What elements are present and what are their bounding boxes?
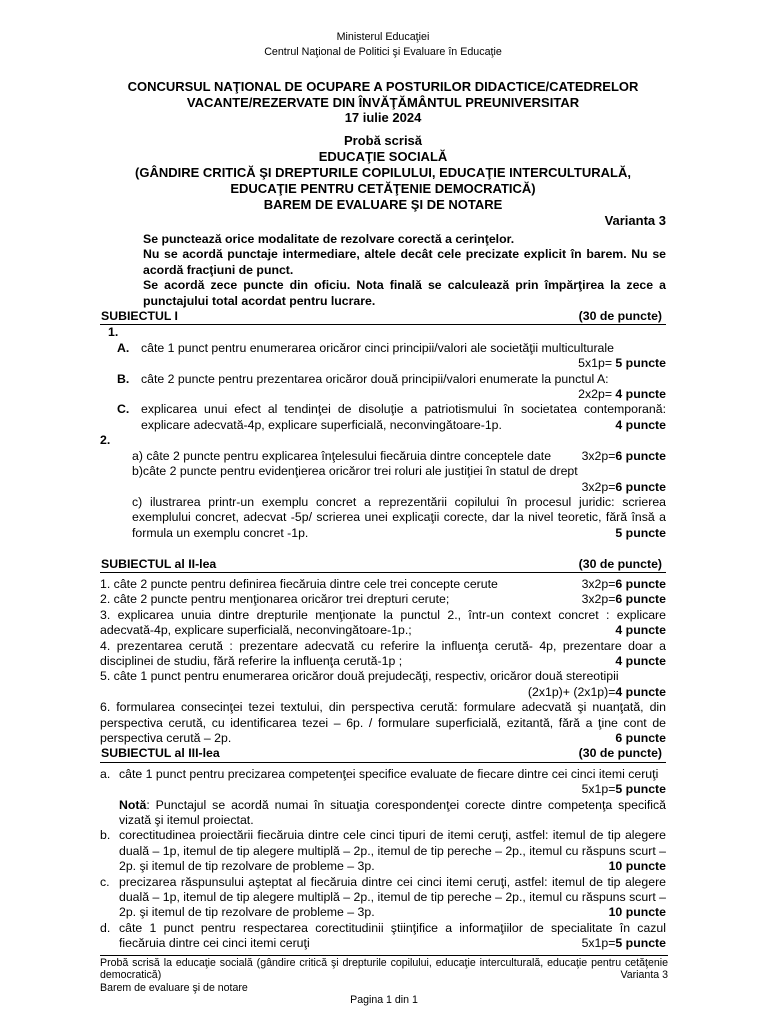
scoring-item [100, 828, 666, 874]
scoring-item [132, 449, 666, 464]
scoring-item [100, 767, 666, 829]
note-label: Notă [119, 797, 147, 812]
item-marker: B. [117, 371, 130, 386]
exam-type: Probă scrisă [343, 133, 423, 148]
item-text-block [119, 921, 666, 952]
subject-points: (30 de puncte) [578, 309, 662, 324]
item-marker: d. [100, 920, 111, 935]
points-formula: (2x1p)+ (2x1p)= [527, 684, 616, 699]
item-text: 4. prezentarea cerută : prezentare adecvată cu referire la influenţa cerută- 4p, prezentare doar a disciplinei de studiu, fără referire la influenţa cerută-1p ; [100, 638, 666, 668]
points-formula: 3x2p= [581, 592, 616, 607]
item-points [605, 623, 666, 638]
item-text: precizarea răspunsului aşteptat al fiecăruia dintre cei cinci itemi ceruţi, astfel: itemul de tip alegere duală – 1p, itemul de tip alegere multiplă – 2p., itemul de tip pereche – 2p., itemul cu răspuns scurt – 2p. şi itemul de tip rezolvare de probleme – 3p. [119, 874, 666, 920]
points-formula: 3x2p= [581, 576, 616, 591]
item-points [605, 418, 666, 433]
item-text: câte 1 punct pentru enumerarea oricăror cinci principii/valori ale societăţii multiculturale [141, 340, 614, 355]
item-points [572, 480, 666, 495]
item-text-block [141, 372, 666, 403]
document-type: BAREM DE EVALUARE ŞI DE NOTARE [263, 197, 503, 212]
item-text-block [119, 875, 666, 921]
item-text: a) câte 2 puncte pentru explicarea înţelesului fiecăruia dintre conceptele date [132, 448, 552, 463]
points-total: 6 puncte [615, 730, 666, 745]
item-points [572, 449, 666, 464]
document-header [100, 30, 666, 60]
item-points [572, 592, 666, 607]
item-text: câte 2 puncte pentru prezentarea oricăror două principii/valori enumerate la punctul A: [141, 371, 609, 386]
item-marker: a. [100, 766, 111, 781]
points-formula: 2x2p= [578, 387, 616, 402]
item-text-block [119, 767, 666, 798]
points-total: 5 puncte [615, 525, 666, 540]
item-text: 3. explicarea unuia dintre drepturile menţionate la punctul 2., într-un context concret : explicare adecvată-4p, explicare superficială, neconvingătoare-1p.; [100, 607, 666, 638]
item-text: explicarea unui efect al tendinţei de disoluţie a patriotismului în societatea contemporană: explicare adecvată-4p, explicare superficială, neconvingătoare-1p. [141, 402, 666, 432]
points-total: 10 puncte [608, 859, 666, 874]
item-text: 2. câte 2 puncte pentru menţionarea oricăror trei drepturi cerute; [100, 592, 450, 607]
instruction-paragraph: Nu se acordă punctaje intermediare, altele decât cele precizate explicit în barem. Nu se acordă fracţiuni de punct. [143, 247, 666, 277]
item-marker: c. [100, 874, 110, 889]
item-points [605, 526, 666, 541]
subject-name: SUBIECTUL al II-lea [101, 556, 217, 571]
scoring-item [100, 592, 666, 607]
item-note [119, 798, 666, 829]
subject-heading [100, 746, 666, 762]
scoring-item [132, 495, 666, 541]
item-points [572, 936, 666, 951]
item-text: b)câte 2 puncte pentru evidenţierea oricăror trei roluri ale justiţiei în statul de drept [132, 464, 578, 479]
points-formula: 3x2p= [581, 479, 616, 494]
points-formula: 5x1p= [581, 936, 616, 951]
points-total: 10 puncte [608, 905, 666, 920]
scoring-item [100, 577, 666, 592]
item-text: câte 1 punct pentru precizarea competenţei specifice evaluate de fiecare dintre cei cinci itemi ceruţi [119, 766, 659, 781]
points-total: 5 puncte [615, 356, 666, 371]
points-formula: 5x1p= [578, 356, 616, 371]
exam-title-line-1: CONCURSUL NAŢIONAL DE OCUPARE A POSTURILOR DIDACTICE/CATEDRELOR [127, 79, 639, 94]
subject-name: SUBIECTUL I [101, 309, 178, 324]
footer-divider [100, 955, 668, 956]
points-formula: 5x1p= [581, 782, 616, 797]
points-total: 6 puncte [615, 479, 666, 494]
footer-exam-description-block [100, 957, 668, 982]
footer-variant: Varianta 3 [620, 969, 668, 982]
item-marker: b. [100, 828, 111, 843]
item-text: câte 1 punct pentru respectarea corectitudinii ştiinţifice a informaţiilor de specialitate în cazul fiecăruia dintre cei cinci itemi ceruţi [119, 920, 666, 951]
points-total: 4 puncte [615, 684, 666, 699]
question-number: 1. [108, 325, 119, 340]
scoring-item [132, 464, 666, 495]
footer-doc-type: Barem de evaluare şi de notare [100, 981, 248, 994]
item-text: corectitudinea proiectării fiecăruia dintre cele cinci tipuri de itemi ceruţi, astfel: itemul de tip alegere duală – 1p, itemul de tip alegere multiplă – 2p., itemul de tip pereche – 2p., itemul cu răspuns scurt – 2p. şi itemul de tip rezolvare de probleme – 3p. [119, 828, 666, 874]
scoring-item [100, 700, 666, 746]
item-text: 5. câte 1 punct pentru enumerarea oricăror două prejudecăţi, respectiv, oricăror două stereotipii [100, 669, 619, 684]
institution-name: Centrul Naţional de Politici şi Evaluare în Educaţie [264, 46, 502, 58]
points-total: 4 puncte [615, 387, 666, 402]
points-total: 5 puncte [615, 782, 666, 797]
points-total: 4 puncte [615, 623, 666, 638]
item-text: 1. câte 2 puncte pentru definirea fiecăruia dintre cele trei concepte cerute [100, 576, 498, 591]
instruction-paragraph: Se punctează orice modalitate de rezolvare corectă a cerinţelor. [143, 232, 515, 246]
instruction-paragraph: Se acordă zece puncte din oficiu. Nota finală se calculează prin împărţirea la zece a punctajului total acordat pentru lucrare. [143, 278, 666, 308]
discipline-detail-2: EDUCAŢIE PENTRU CETĂŢENIE DEMOCRATICĂ) [230, 181, 536, 196]
item-text-block [119, 828, 666, 874]
scoring-item [100, 669, 666, 700]
points-total: 6 puncte [615, 448, 666, 463]
document-footer [100, 957, 668, 1007]
scoring-item [100, 921, 666, 952]
scoring-item [100, 372, 666, 403]
points-formula: 3x2p= [581, 448, 616, 463]
scoring-content [100, 232, 666, 952]
question-number: 2. [100, 433, 111, 448]
item-marker: C. [117, 402, 130, 417]
points-total: 5 puncte [615, 936, 666, 951]
exam-title-line-2: VACANTE/REZERVATE DIN ÎNVĂŢĂMÂNTUL PREUNIVERSITAR [186, 94, 580, 110]
item-points [599, 859, 666, 874]
item-text-block [141, 402, 666, 433]
discipline-name: EDUCAŢIE SOCIALĂ [318, 149, 448, 164]
subject-heading [100, 309, 666, 325]
item-points [605, 654, 666, 669]
instructions [143, 232, 666, 309]
discipline-detail-1: (GÂNDIRE CRITICĂ ŞI DREPTURILE COPILULUI, EDUCAŢIE INTERCULTURALĂ, [135, 165, 631, 180]
item-text: 6. formularea consecinţei tezei textului, din perspectiva cerută: formulare adecvată şi nuanţată, din perspectiva cerută, cu identificarea tezei – 6p. / formulare superficială, ezitantă, fără a ţine cont de perspectiva cerută – 2p. [100, 700, 666, 745]
exam-date: 17 iulie 2024 [344, 110, 422, 125]
item-text: c) ilustrarea printr-un exemplu concret a reprezentării copilului în procesul juridic: scrierea exemplului concret, adecvat -5p/ scrierea unei explicaţii corecte, dar la nivel teoretic, fără însă a formula un exemplu concret -1p. [132, 494, 666, 540]
item-points [568, 387, 666, 402]
scoring-item [100, 875, 666, 921]
scoring-item [100, 639, 666, 670]
points-total: 4 puncte [615, 653, 666, 668]
item-points [605, 731, 666, 746]
ministry-name: Ministerul Educaţiei [336, 31, 430, 43]
points-total: 6 puncte [615, 592, 666, 607]
scoring-item [100, 608, 666, 639]
footer-exam-description: Probă scrisă la educaţie socială (gândire critică şi drepturile copilului, educaţie interculturală, educaţie pentru cetăţenie democratică) [100, 957, 668, 982]
item-points [568, 356, 666, 371]
variant-label: Varianta 3 [604, 213, 666, 228]
subject-points: (30 de puncte) [578, 556, 662, 571]
subject-heading [100, 557, 666, 573]
points-total: 4 puncte [615, 417, 666, 432]
item-points [572, 577, 666, 592]
page-number: Pagina 1 din 1 [350, 994, 418, 1007]
item-text-block [141, 341, 666, 372]
note-text: : Punctajul se acordă numai în situaţia corespondenţei corecte dintre competenţa specifică vizată şi itemul proiectat. [119, 797, 666, 828]
subject-points: (30 de puncte) [578, 746, 662, 761]
points-total: 6 puncte [615, 576, 666, 591]
item-marker: A. [117, 340, 130, 355]
scoring-item [100, 402, 666, 433]
subject-name: SUBIECTUL al III-lea [101, 746, 220, 761]
item-points [599, 905, 666, 920]
title-block [100, 79, 666, 229]
scoring-item [100, 341, 666, 372]
item-points [572, 782, 666, 797]
item-points [518, 685, 666, 700]
